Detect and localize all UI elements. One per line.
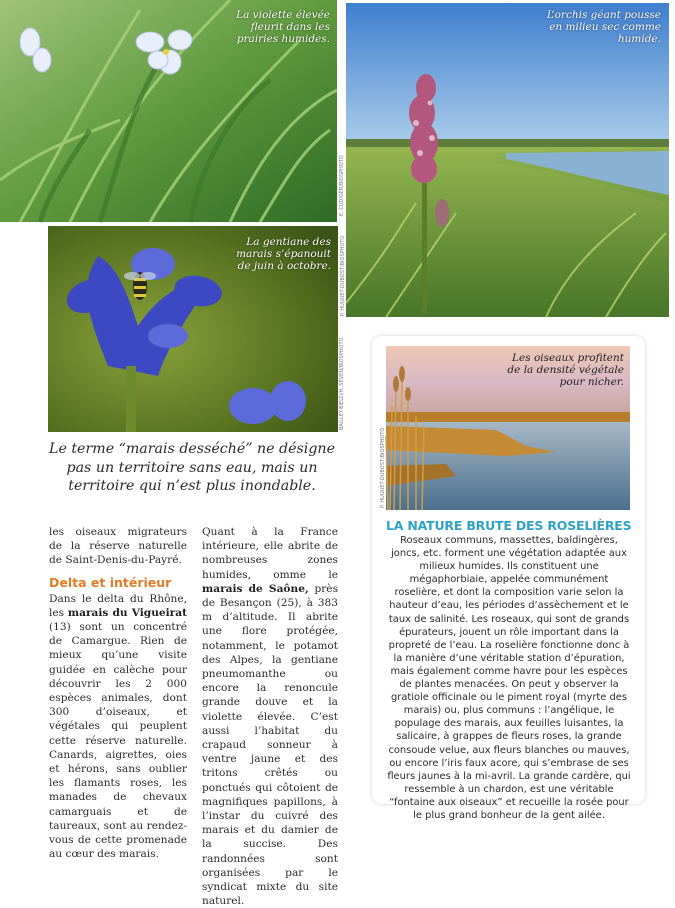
roselieres-text-block <box>386 518 632 822</box>
section-heading-delta: Delta et intérieur <box>49 574 172 590</box>
reeds-credit: P. HUGUET-DUBOST/BIOSPHOTO <box>380 427 386 508</box>
orchid-caption: L’orchis géant pousse en milieu sec comme humide. <box>546 9 661 45</box>
gentian-photo <box>48 226 338 432</box>
gentian-credit: BAILLEY-BIELD/H. SEVEN/BIOSPHOTO <box>339 337 345 430</box>
marais-saone-bold: marais de Saône, <box>202 582 309 595</box>
violet-photo <box>0 0 337 222</box>
roselieres-body: Roseaux communs, massettes, baldingères, joncs, etc. forment une végétation adaptée aux milieux humides. Ils constituent une mégaphorbiaie, appelée communément roselière, et dont la composition varie selon la hauteur d’eau, les périodes d’assèchement et le taux de salinité. Les roseaux, qui sont de grands épurateurs, jouent un rôle important dans la propreté de l’eau. La roselière fonctionne donc à la manière d’une véritable station d’épuration, mais également comme havre pour les espèces de plantes menacées. On peut y observer la gratiole officinale ou le piment royal (myrte des marais) ou, plus communs : l’angélique, le populage des marais, aux feuilles luisantes, la salicaire, à grappes de fleurs roses, la grande consoude velue, aux fleurs blanches ou mauves, ou encore l’iris faux acore, qui s’embrase de ses fleurs jaunes à la mi-avril. La grande cardère, qui ressemble à un chardon, est une véritable “fontaine aux oiseaux” et recueille la rosée pour le plus grand bonheur de la gent ailée. <box>387 535 631 821</box>
marais-vigueirat-bold: marais du Vigueirat <box>67 606 187 619</box>
column-2-paragraph: Quant à la France intérieure, elle abrite de nombreuses zones humides, omme le marais de Saône, près de Besançon (25), à 383 m d’altitude. Il abrite une flore protégée, notamment, le potamot des Alpes, la gentiane pneumomanthe ou encore la renoncule grande douve et la violette élevée. C’est aussi l’habitat du crapaud sonneur à ventre jaune et des tritons crêtés ou ponctués qui côtoient de magnifiques papillons, à l’instar du cuivré des marais et du damier de la succise. Des randonnées sont organisées par le syndicat mixte du site naturel. <box>202 526 339 908</box>
pull-quote: Le terme “marais desséché” ne désigne pas un territoire sans eau, mais un territoire qui n’est plus inondable. <box>49 441 335 494</box>
article-column-2 <box>202 525 338 908</box>
violet-caption: La violette élevée fleurit dans les prairies humides. <box>236 9 330 45</box>
article-column-1 <box>49 525 187 861</box>
roselieres-title: LA NATURE BRUTE DES ROSELIÈRES <box>386 518 632 533</box>
orchid-photo <box>346 3 669 317</box>
reeds-caption: Les oiseaux profitent de la densité végétale pour nicher. <box>507 352 624 388</box>
column-1-intro: les oiseaux migrateurs de la réserve naturelle de Saint-Denis-du-Payré. <box>49 526 187 567</box>
reeds-photo <box>386 346 630 510</box>
orchid-credit: P. HUGUET-DUBOST/BIOSPHOTO <box>340 235 346 316</box>
gentian-caption: La gentiane des marais s’épanouit de juin à octobre. <box>236 236 331 272</box>
violet-credit: E. CUDIGER/BIOSPHOTO <box>339 155 345 216</box>
column-1-paragraph: Dans le delta du Rhône, les marais du Vigueirat (13) sont un concentré de Camargue. Rien de mieux qu’une visite guidée en calèche pour découvrir les 2 000 espèces animales, dont 300 d’oiseaux, et végétales qui peuplent cette réserve naturelle. Canards, aigrettes, oies et hérons, sans oublier les flamants roses, les manades de chevaux camarguais et de taureaux, sont au rendez-vous de cette promenade au cœur des marais. <box>49 592 187 861</box>
